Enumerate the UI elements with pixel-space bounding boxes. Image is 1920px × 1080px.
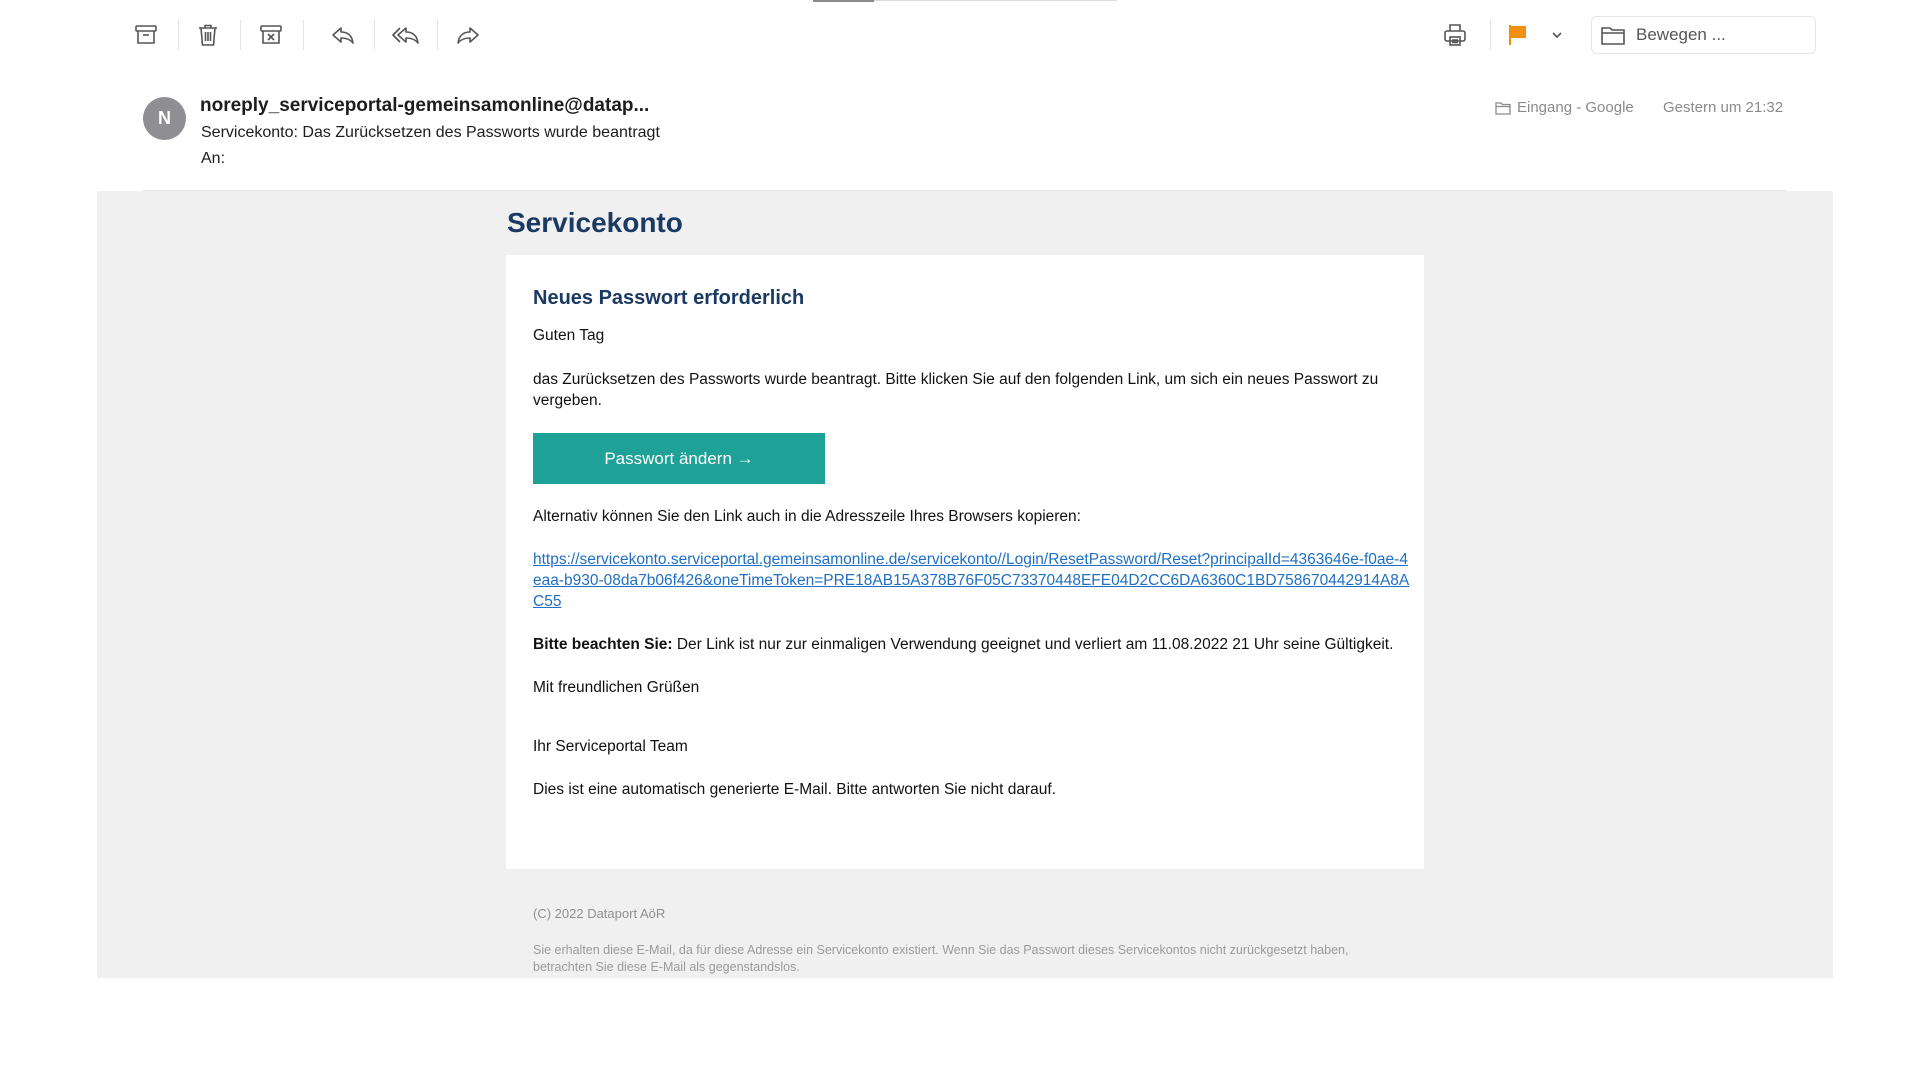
toolbar-separator: [1490, 20, 1491, 50]
forward-icon: [455, 22, 481, 48]
trash-icon: [195, 22, 221, 48]
print-icon: [1442, 22, 1468, 48]
flag-icon: [1505, 22, 1531, 48]
mailbox-name: Eingang - Google: [1517, 99, 1634, 116]
change-password-button[interactable]: Passwort ändern →: [533, 433, 825, 484]
validity-note-text: Der Link ist nur zur einmaligen Verwendung geeignet und verliert am 11.08.2022 21 Uhr seine Gültigkeit.: [672, 636, 1394, 653]
folder-icon: [1495, 101, 1511, 115]
alternative-text: Alternativ können Sie den Link auch in die Adresszeile Ihres Browsers kopieren:: [533, 508, 1081, 525]
recipient-label: An:: [201, 150, 226, 167]
flag-button[interactable]: [1498, 16, 1538, 54]
active-tab-marker: [813, 0, 874, 2]
junk-icon: [258, 22, 284, 48]
email-card: [506, 255, 1424, 869]
flag-menu-button[interactable]: [1546, 16, 1568, 54]
delete-button[interactable]: [188, 16, 228, 54]
print-button[interactable]: [1435, 16, 1475, 54]
mailbox-label[interactable]: [1495, 99, 1634, 116]
forward-button[interactable]: [448, 16, 488, 54]
closing-text: Mit freundlichen Grüßen: [533, 679, 700, 696]
reply-all-icon: [391, 22, 421, 48]
brand-title: Servicekonto: [507, 207, 683, 238]
window-tab-indicator: [813, 0, 1117, 1]
move-field[interactable]: [1591, 16, 1816, 54]
sender-address[interactable]: noreply_serviceportal-gemeinsamonline@datap...: [200, 95, 650, 116]
folder-icon: [1600, 24, 1626, 46]
greeting-text: Guten Tag: [533, 327, 605, 344]
toolbar-separator: [178, 20, 179, 50]
reply-button[interactable]: [323, 16, 363, 54]
junk-button[interactable]: [251, 16, 291, 54]
archive-button[interactable]: [126, 16, 166, 54]
auto-generated-note: Dies ist eine automatisch generierte E-Mail. Bitte antworten Sie nicht darauf.: [533, 781, 1056, 798]
reply-all-button[interactable]: [386, 16, 426, 54]
chevron-down-icon: [1550, 28, 1564, 42]
avatar: N: [143, 97, 186, 140]
footer-note: Sie erhalten diese E-Mail, da für diese Adresse ein Servicekonto existiert. Wenn Sie das Passwort dieses Servicekontos nicht zurückgesetzt haben, betrachten Sie diese E-Mail als gegenstandslos.: [533, 943, 1349, 974]
archive-icon: [133, 22, 159, 48]
validity-note: [533, 634, 1413, 655]
reset-link[interactable]: https://servicekonto.serviceportal.gemeinsamonline.de/servicekonto//Login/ResetPassword/Reset?principalId=4363646e-f0ae-4eaa-b930-08da7b06f426&oneTimeToken=PRE18AB15A378B76F05C73370448EFE04D2CC6DA6360C1BD758670442914A8AC55: [533, 551, 1410, 610]
message-date: Gestern um 21:32: [1663, 99, 1784, 116]
reply-icon: [330, 22, 356, 48]
toolbar-separator: [240, 20, 241, 50]
toolbar-separator: [374, 20, 375, 50]
toolbar-separator: [437, 20, 438, 50]
footer-copyright: (C) 2022 Dataport AöR: [533, 906, 666, 921]
message-subject: Servicekonto: Das Zurücksetzen des Passworts wurde beantragt: [201, 124, 660, 141]
intro-text: das Zurücksetzen des Passworts wurde beantragt. Bitte klicken Sie auf den folgenden Link, um sich ein neues Passwort zu vergeben.: [533, 371, 1379, 409]
toolbar-separator: [303, 20, 304, 50]
move-input[interactable]: [1634, 24, 1804, 46]
validity-note-label: Bitte beachten Sie:: [533, 636, 673, 653]
signature-text: Ihr Serviceportal Team: [533, 738, 688, 755]
toolbar: [0, 0, 1920, 70]
email-heading: Neues Passwort erforderlich: [533, 287, 805, 309]
